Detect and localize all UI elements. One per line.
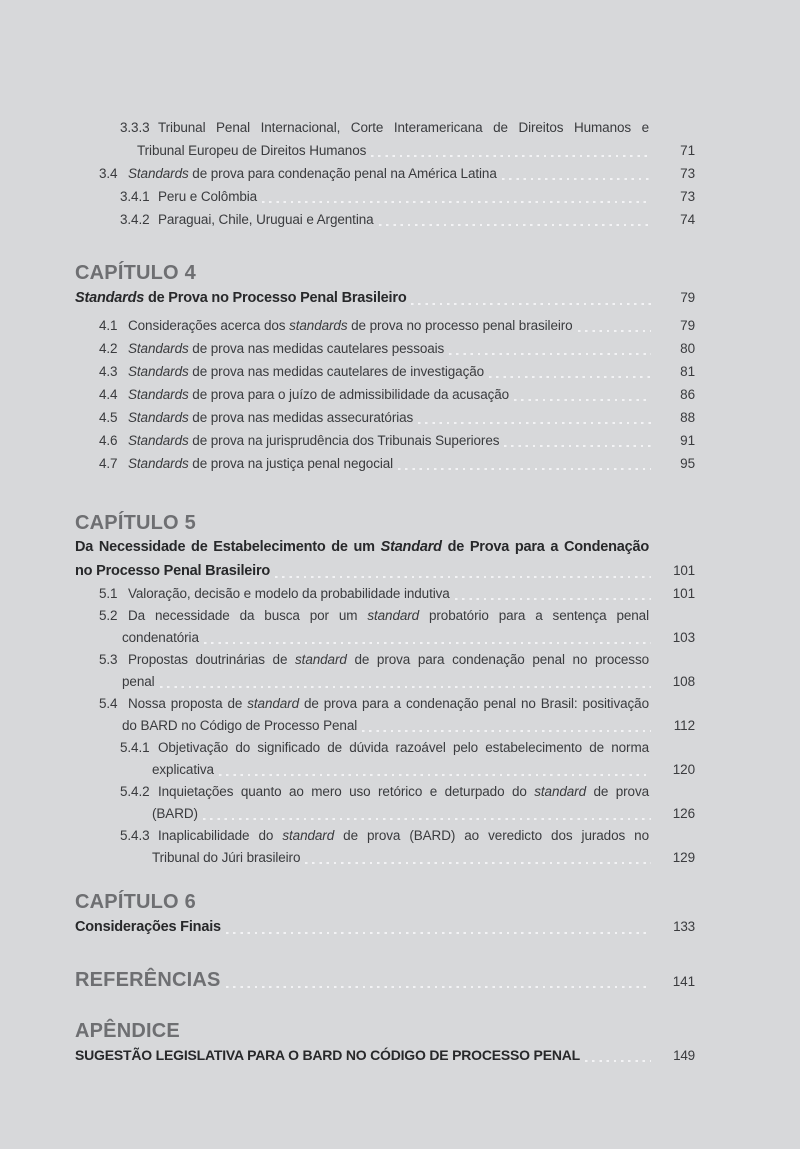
toc-entry	[99, 452, 695, 475]
toc-entry	[120, 737, 649, 759]
entry-text: (BARD)	[152, 806, 198, 821]
entry-number: 4.1	[99, 318, 118, 333]
toc-entry	[120, 185, 695, 208]
page-number: 120	[672, 762, 695, 777]
page-number: 81	[680, 364, 695, 379]
toc-entry	[120, 825, 649, 847]
appendix-section	[75, 1018, 695, 1067]
appendix-title-text: SUGESTÃO LEGISLATIVA PARA O BARD NO CÓDIGO DE PROCESSO PENAL	[75, 1047, 581, 1063]
dot-leader	[502, 162, 651, 185]
toc-entry	[120, 116, 649, 139]
entry-text: Standards de prova para condenação penal na América Latina	[128, 166, 497, 181]
toc-entry	[99, 605, 649, 627]
dot-leader	[418, 406, 651, 429]
chapter-title	[75, 286, 695, 310]
page-number: 88	[680, 410, 695, 425]
entry-number: 5.4.1	[120, 740, 150, 755]
chapter-title-text: Considerações Finais	[75, 919, 221, 935]
entry-text: Propostas doutrinárias de standard de prova para condenação penal no processo	[128, 652, 649, 667]
entry-text: Standards de prova nas medidas cautelares pessoais	[128, 341, 445, 356]
entry-text: Standards de prova nas medidas assecuratórias	[128, 410, 414, 425]
chapter-4-section	[75, 260, 695, 475]
entry-text: explicativa	[152, 762, 214, 777]
toc-entry	[120, 208, 695, 231]
page-number: 141	[672, 974, 695, 989]
entry-text: Valoração, decisão e modelo da probabilidade indutiva	[128, 586, 450, 601]
page-number: 101	[672, 586, 695, 601]
page-number: 79	[680, 290, 695, 305]
page-number: 74	[680, 212, 695, 227]
entry-text: Tribunal Europeu de Direitos Humanos	[137, 143, 367, 158]
dot-leader	[262, 185, 651, 208]
toc-entry	[99, 406, 695, 429]
chapter-title	[75, 915, 695, 939]
dot-leader	[379, 208, 651, 231]
entry-number: 3.4.2	[120, 212, 150, 227]
chapter-title-text: Standards de Prova no Processo Penal Brasileiro	[75, 290, 407, 306]
entry-number: 5.4.3	[120, 828, 150, 843]
page-number: 108	[672, 674, 695, 689]
page-number: 101	[673, 563, 695, 578]
chapter-title-line1	[75, 536, 649, 559]
page-number: 133	[673, 919, 695, 934]
page-number: 129	[672, 850, 695, 865]
entry-number: 4.6	[99, 433, 118, 448]
entry-number: 4.7	[99, 456, 118, 471]
dot-leader	[514, 383, 651, 406]
entry-text: do BARD no Código de Processo Penal	[122, 718, 358, 733]
chapter-3-entries	[75, 116, 695, 231]
page-number: 91	[680, 433, 695, 448]
entry-number: 4.2	[99, 341, 118, 356]
entry-number: 4.5	[99, 410, 118, 425]
entry-number: 5.1	[99, 586, 118, 601]
toc-entry	[99, 583, 695, 605]
entry-text: condenatória	[122, 630, 199, 645]
dot-leader	[489, 360, 651, 383]
chapter-label: CAPÍTULO 6	[75, 891, 196, 913]
chapter-label: CAPÍTULO 4	[75, 262, 196, 284]
references-label: REFERÊNCIAS	[75, 969, 221, 991]
toc-entry	[99, 162, 695, 185]
dot-leader	[371, 139, 651, 162]
entry-text: Standards de prova para o juízo de admissibilidade da acusação	[128, 387, 510, 402]
chapter-label: CAPÍTULO 5	[75, 512, 196, 534]
dot-leader	[275, 559, 651, 583]
toc-entry	[99, 337, 695, 360]
chapter-4-items	[75, 314, 695, 475]
toc-entry-continuation	[122, 627, 695, 649]
chapter-5-section	[75, 510, 695, 869]
toc-entry	[99, 429, 695, 452]
page-number: 112	[673, 718, 695, 733]
chapter-title-text: Da Necessidade de Estabelecimento de um Standard de Prova para a Condenação	[75, 539, 650, 555]
dot-leader	[362, 715, 651, 737]
toc-entry-continuation	[122, 715, 695, 737]
entry-text: Inquietações quanto ao mero uso retórico e deturpado do standard de prova	[158, 784, 650, 799]
appendix-label: APÊNDICE	[75, 1020, 180, 1042]
chapter-title-line2	[75, 559, 695, 583]
dot-leader	[305, 847, 651, 869]
page-number: 86	[680, 387, 695, 402]
page-number: 73	[680, 166, 695, 181]
entry-number: 5.4	[99, 696, 118, 711]
page-number: 103	[672, 630, 695, 645]
toc-entry-continuation	[152, 759, 695, 781]
dot-leader	[411, 286, 651, 310]
chapter-6-section	[75, 889, 695, 939]
dot-leader	[585, 1044, 651, 1067]
toc-entry	[120, 781, 649, 803]
toc-entry-continuation	[137, 139, 695, 162]
page-number: 73	[680, 189, 695, 204]
dot-leader	[398, 452, 651, 475]
toc-entry-continuation	[152, 803, 695, 825]
entry-text: Tribunal do Júri brasileiro	[152, 850, 301, 865]
entry-text: Paraguai, Chile, Uruguai e Argentina	[158, 212, 374, 227]
entry-text: Da necessidade da busca por um standard probatório para a sentença penal	[128, 608, 649, 623]
entry-number: 3.4.1	[120, 189, 150, 204]
chapter-title-text: no Processo Penal Brasileiro	[75, 563, 271, 579]
page-number: 126	[672, 806, 695, 821]
dot-leader	[203, 803, 651, 825]
entry-text: Standards de prova na justiça penal negocial	[128, 456, 394, 471]
entry-number: 5.4.2	[120, 784, 150, 799]
references-section	[75, 967, 695, 993]
entry-text: penal	[122, 674, 155, 689]
entry-number: 3.3.3	[120, 120, 150, 135]
entry-number: 5.2	[99, 608, 118, 623]
page-number: 80	[680, 341, 695, 356]
page-number: 149	[673, 1048, 695, 1063]
entry-number: 5.3	[99, 652, 118, 667]
toc-entry	[99, 693, 649, 715]
entry-number: 4.4	[99, 387, 118, 402]
appendix-title	[75, 1044, 695, 1067]
dot-leader	[578, 314, 651, 337]
entry-text: Standards de prova na jurisprudência dos Tribunais Superiores	[128, 433, 500, 448]
dot-leader	[226, 915, 651, 939]
chapter-5-items	[75, 583, 695, 869]
entry-text: Objetivação do significado de dúvida razoável pelo estabelecimento de norma	[158, 740, 649, 755]
dot-leader	[504, 429, 651, 452]
entry-text: Nossa proposta de standard de prova para a condenação penal no Brasil: positivação	[128, 696, 649, 711]
references-entry	[75, 967, 695, 993]
entry-number: 4.3	[99, 364, 118, 379]
entry-number: 3.4	[99, 166, 118, 181]
dot-leader	[455, 583, 651, 605]
entry-text: Considerações acerca dos standards de prova no processo penal brasileiro	[128, 318, 573, 333]
toc-entry	[99, 360, 695, 383]
toc-entry	[99, 649, 649, 671]
page-number: 95	[680, 456, 695, 471]
dot-leader	[160, 671, 651, 693]
entry-text: Inaplicabilidade do standard de prova (BARD) ao veredicto dos jurados no	[158, 828, 649, 843]
entry-text: Standards de prova nas medidas cautelares de investigação	[128, 364, 485, 379]
toc-entry	[99, 314, 695, 337]
dot-leader	[219, 759, 651, 781]
page-number: 71	[680, 143, 695, 158]
dot-leader	[226, 967, 651, 993]
toc-entry	[99, 383, 695, 406]
page-number: 79	[680, 318, 695, 333]
entry-text: Peru e Colômbia	[158, 189, 258, 204]
toc-entry-continuation	[152, 847, 695, 869]
dot-leader	[449, 337, 651, 360]
dot-leader	[204, 627, 651, 649]
toc-entry-continuation	[122, 671, 695, 693]
entry-text: Tribunal Penal Internacional, Corte Interamericana de Direitos Humanos e	[158, 120, 649, 135]
